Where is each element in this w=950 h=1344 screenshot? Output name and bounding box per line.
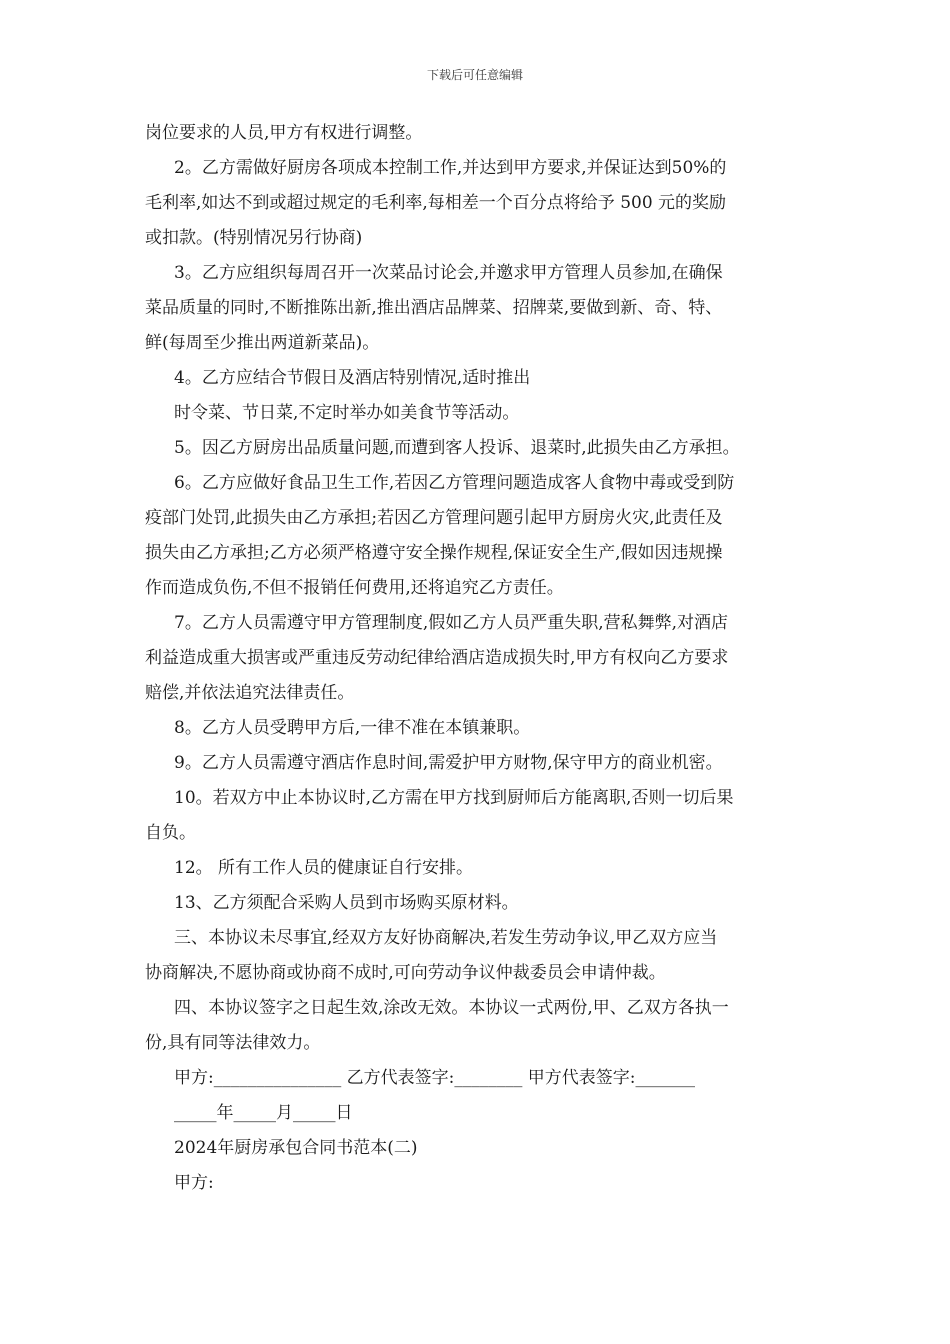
text-line: 份,具有同等法律效力。 <box>145 1033 321 1053</box>
text-line: 鲜(每周至少推出两道新菜品)。 <box>145 333 380 353</box>
text-line: 菜品质量的同时,不断推陈出新,推出酒店品牌菜、招牌菜,要做到新、奇、特、 <box>145 298 723 318</box>
text-line: 3。乙方应组织每周召开一次菜品讨论会,并邀求甲方管理人员参加,在确保 <box>174 263 723 283</box>
document-body <box>145 116 810 1201</box>
text-line: 5。因乙方厨房出品质量问题,而遭到客人投诉、退菜时,此损失由乙方承担。 <box>174 438 740 458</box>
text-line: 自负。 <box>145 823 196 843</box>
page-header: 下载后可任意编辑 <box>426 68 523 82</box>
party-a-label: 甲方: <box>174 1173 214 1193</box>
text-line: 四、本协议签字之日起生效,涂改无效。本协议一式两份,甲、乙双方各执一 <box>174 998 729 1018</box>
text-line: 疫部门处罚,此损失由乙方承担;若因乙方管理问题引起甲方厨房火灾,此责任及 <box>145 508 723 528</box>
text-line: 岗位要求的人员,甲方有权进行调整。 <box>145 123 423 143</box>
text-line: 2。乙方需做好厨房各项成本控制工作,并达到甲方要求,并保证达到50%的 <box>174 158 727 178</box>
section-title: 2024年厨房承包合同书范本(二) <box>174 1138 418 1158</box>
text-line: 损失由乙方承担;乙方必须严格遵守安全操作规程,保证安全生产,假如因违规操 <box>145 543 723 563</box>
text-line: 协商解决,不愿协商或协商不成时,可向劳动争议仲裁委员会申请仲裁。 <box>145 963 666 983</box>
text-line: 三、本协议未尽事宜,经双方友好协商解决,若发生劳动争议,甲乙双方应当 <box>174 928 718 948</box>
text-line: 10。若双方中止本协议时,乙方需在甲方找到厨师后方能离职,否则一切后果 <box>174 788 734 808</box>
text-line: 4。乙方应结合节假日及酒店特别情况,适时推出 <box>174 368 531 388</box>
signature-line: 甲方:_______________ 乙方代表签字:________ 甲方代表签字:_______ <box>174 1068 695 1088</box>
text-line: 作而造成负伤,不但不报销任何费用,还将追究乙方责任。 <box>145 578 564 598</box>
text-line: 毛利率,如达不到或超过规定的毛利率,每相差一个百分点将给予 500 元的奖励 <box>145 193 727 213</box>
text-line: 13、乙方须配合采购人员到市场购买原材料。 <box>174 893 519 913</box>
date-line: _____年_____月_____日 <box>174 1103 353 1123</box>
text-line: 赔偿,并依法追究法律责任。 <box>145 683 355 703</box>
text-line: 时令菜、节日菜,不定时举办如美食节等活动。 <box>174 403 520 423</box>
text-line: 或扣款。(特别情况另行协商) <box>145 228 363 248</box>
text-line: 7。乙方人员需遵守甲方管理制度,假如乙方人员严重失职,营私舞弊,对酒店 <box>174 613 729 633</box>
text-line: 8。乙方人员受聘甲方后,一律不准在本镇兼职。 <box>174 718 531 738</box>
text-line: 9。乙方人员需遵守酒店作息时间,需爱护甲方财物,保守甲方的商业机密。 <box>174 753 723 773</box>
text-line: 12。 所有工作人员的健康证自行安排。 <box>174 858 474 878</box>
text-line: 6。乙方应做好食品卫生工作,若因乙方管理问题造成客人食物中毒或受到防 <box>174 473 735 493</box>
text-line: 利益造成重大损害或严重违反劳动纪律给酒店造成损失时,甲方有权向乙方要求 <box>145 648 729 668</box>
